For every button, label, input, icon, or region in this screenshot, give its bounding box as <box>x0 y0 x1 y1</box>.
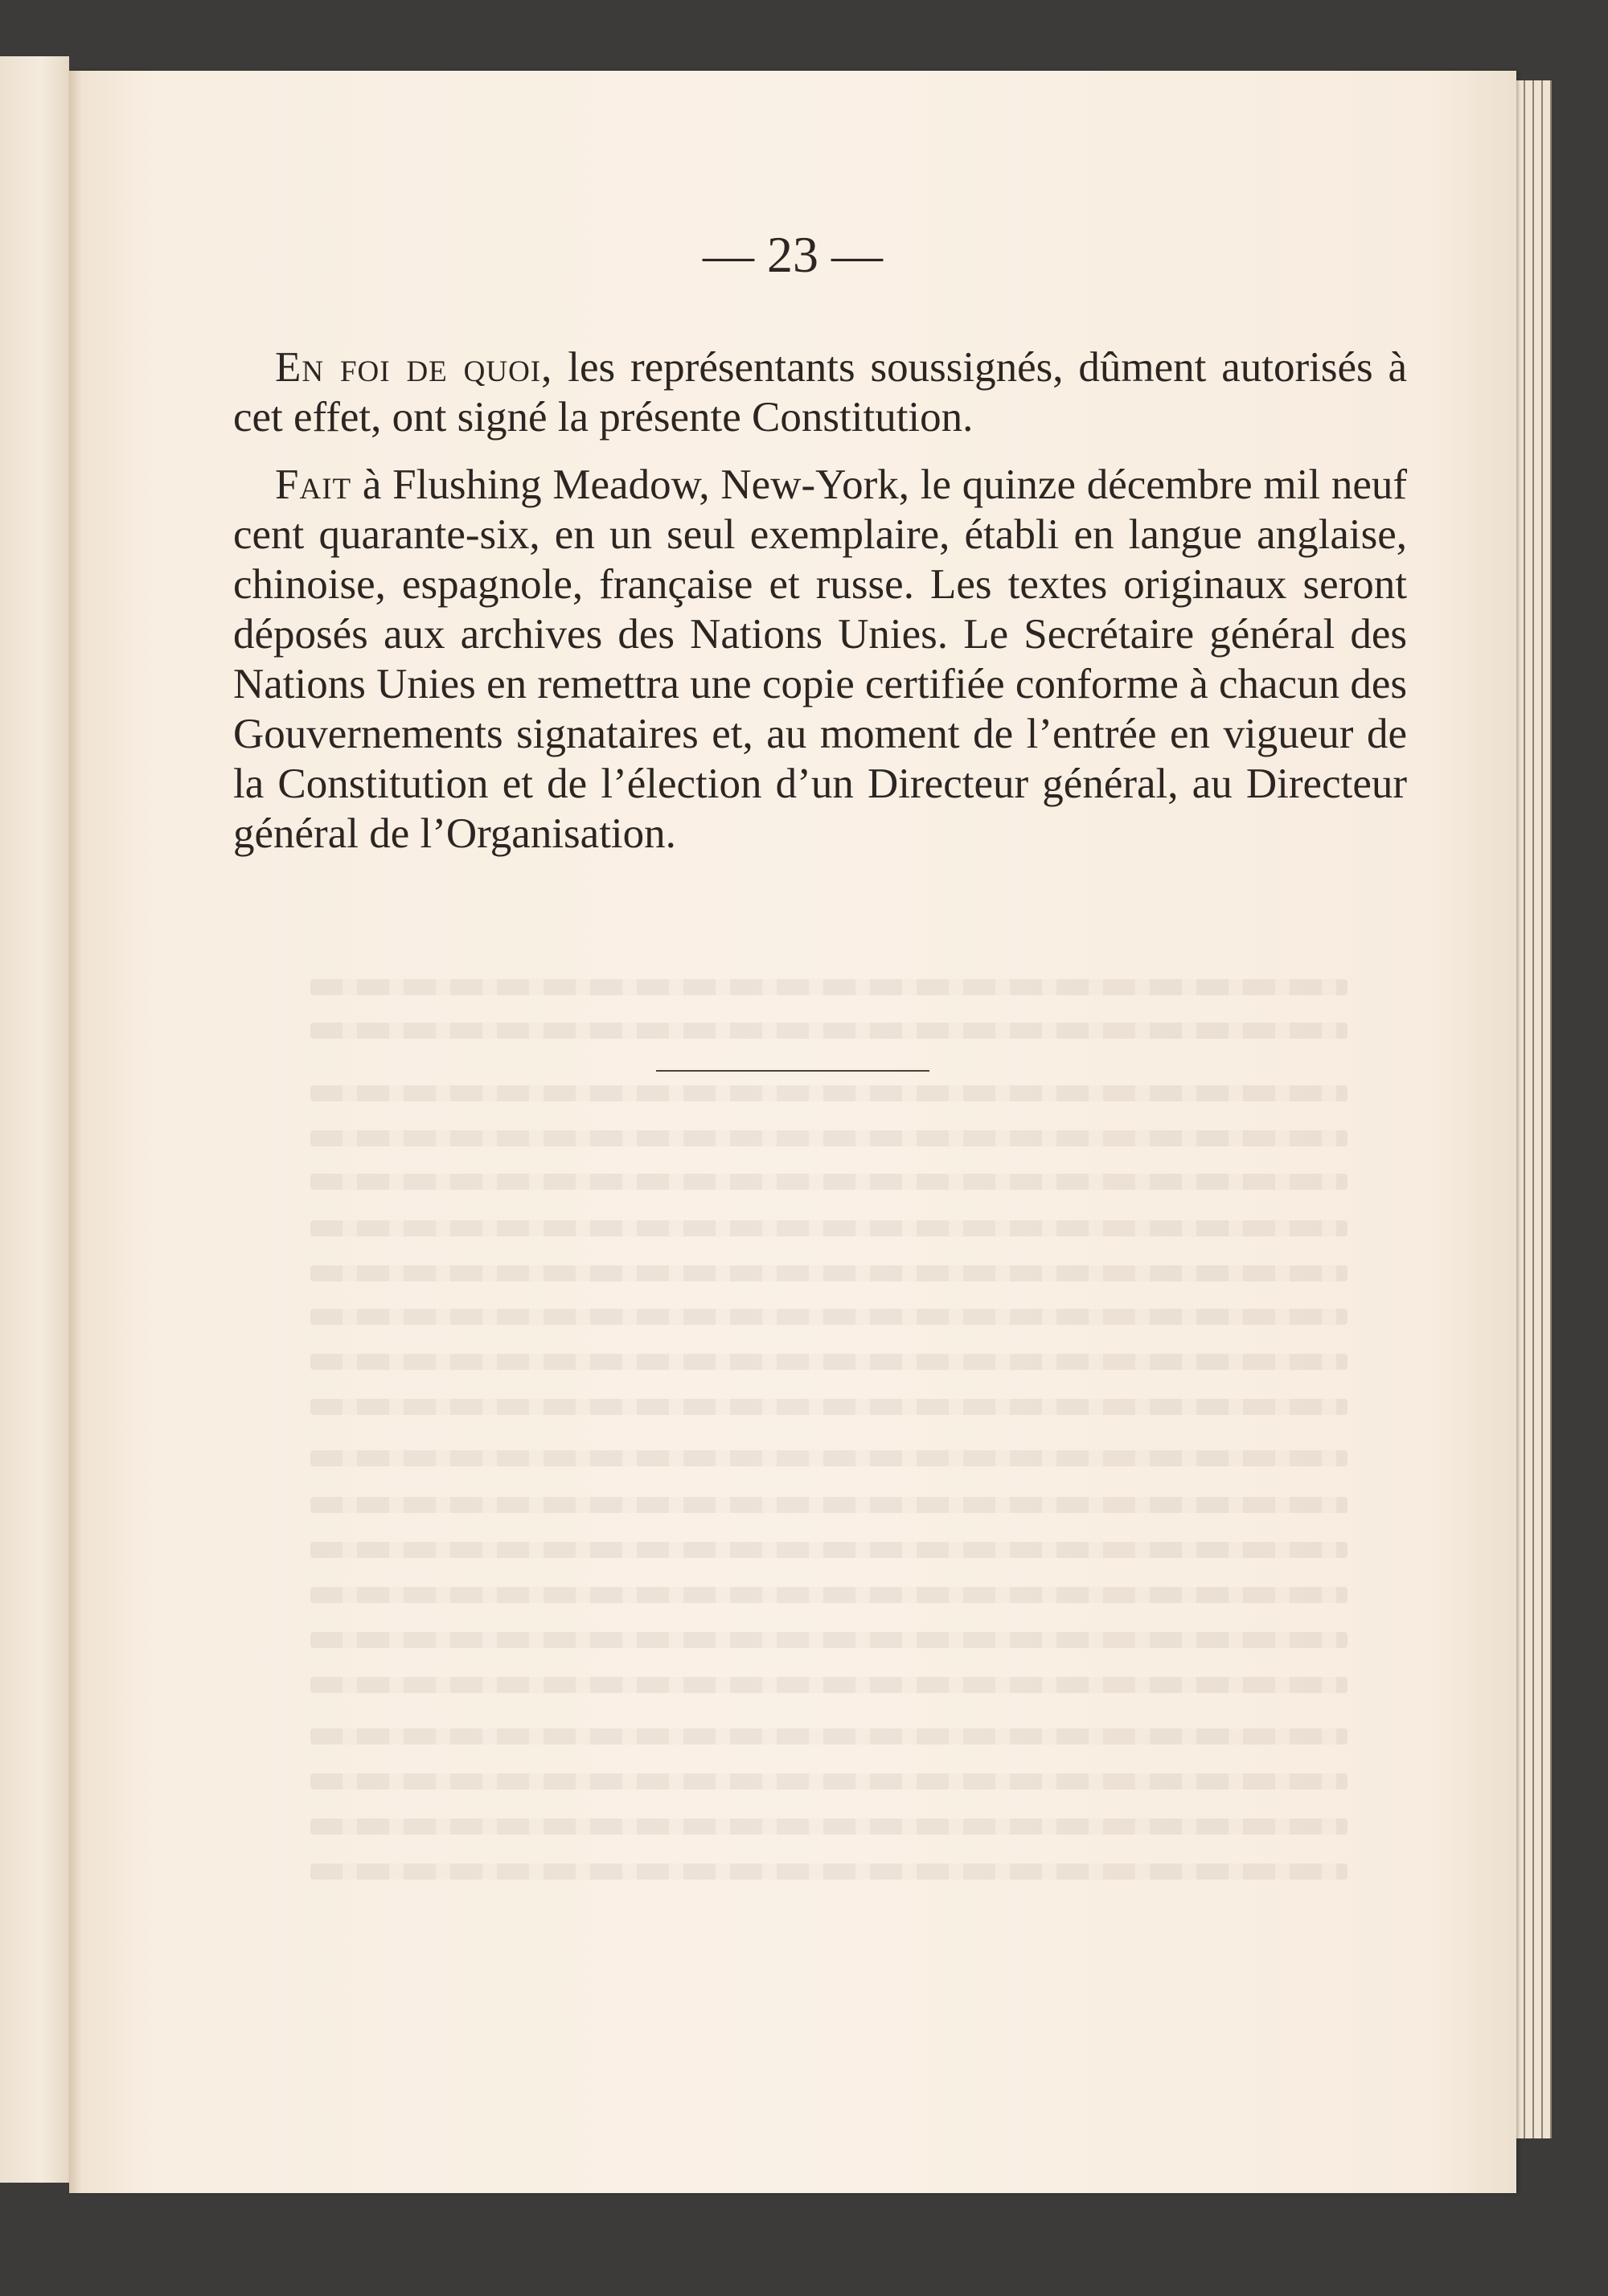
show-through-line <box>310 1399 1348 1415</box>
paragraph-lead: Fait <box>275 461 352 508</box>
show-through-line <box>310 1773 1348 1790</box>
page-gutter <box>69 71 82 2193</box>
show-through-line <box>310 1632 1348 1648</box>
show-through-line <box>310 1542 1348 1558</box>
show-through-line <box>310 1130 1348 1146</box>
show-through-line <box>310 1023 1348 1039</box>
left-page-edge <box>0 56 69 2183</box>
book-page <box>69 71 1516 2193</box>
show-through-line <box>310 1587 1348 1603</box>
show-through-line <box>310 979 1348 995</box>
show-through-line <box>310 1677 1348 1693</box>
paragraph-lead: En foi de quoi, <box>275 344 553 391</box>
show-through-line <box>310 1497 1348 1513</box>
body-text <box>233 342 1407 876</box>
show-through-line <box>310 1309 1348 1325</box>
paragraph-body: les représentants soussignés, dûment autorisés à cet effet, ont signé la présente Constitution. <box>233 344 1407 441</box>
show-through-line <box>310 1728 1348 1745</box>
show-through-line <box>310 1174 1348 1190</box>
show-through-line <box>310 1354 1348 1370</box>
section-divider-rule <box>656 1070 929 1072</box>
paragraph-body: à Flushing Meadow, New-York, le quinze décembre mil neuf cent quarante-six, en un seul exemplaire, établi en langue anglaise, chinoise, espagnole, française et russe. Les textes originaux seront déposés aux archives des Nations Unies. Le Secrétaire général des Nations Unies en remettra une copie certifiée conforme à chacun des Gouvernements signataires et, au moment de l’entrée en vigueur de la Constitution et de l’élection d’un Directeur général, au Directeur général de l’Organisation. <box>233 461 1407 857</box>
show-through-line <box>310 1265 1348 1281</box>
show-through-line <box>310 1818 1348 1835</box>
show-through-line <box>310 1450 1348 1466</box>
show-through-line <box>310 1220 1348 1236</box>
page-number: — 23 — <box>703 226 883 283</box>
paragraph-en-foi-de-quoi <box>233 342 1407 442</box>
show-through-line <box>310 1085 1348 1101</box>
paragraph-fait <box>233 460 1407 859</box>
show-through-line <box>310 1863 1348 1880</box>
